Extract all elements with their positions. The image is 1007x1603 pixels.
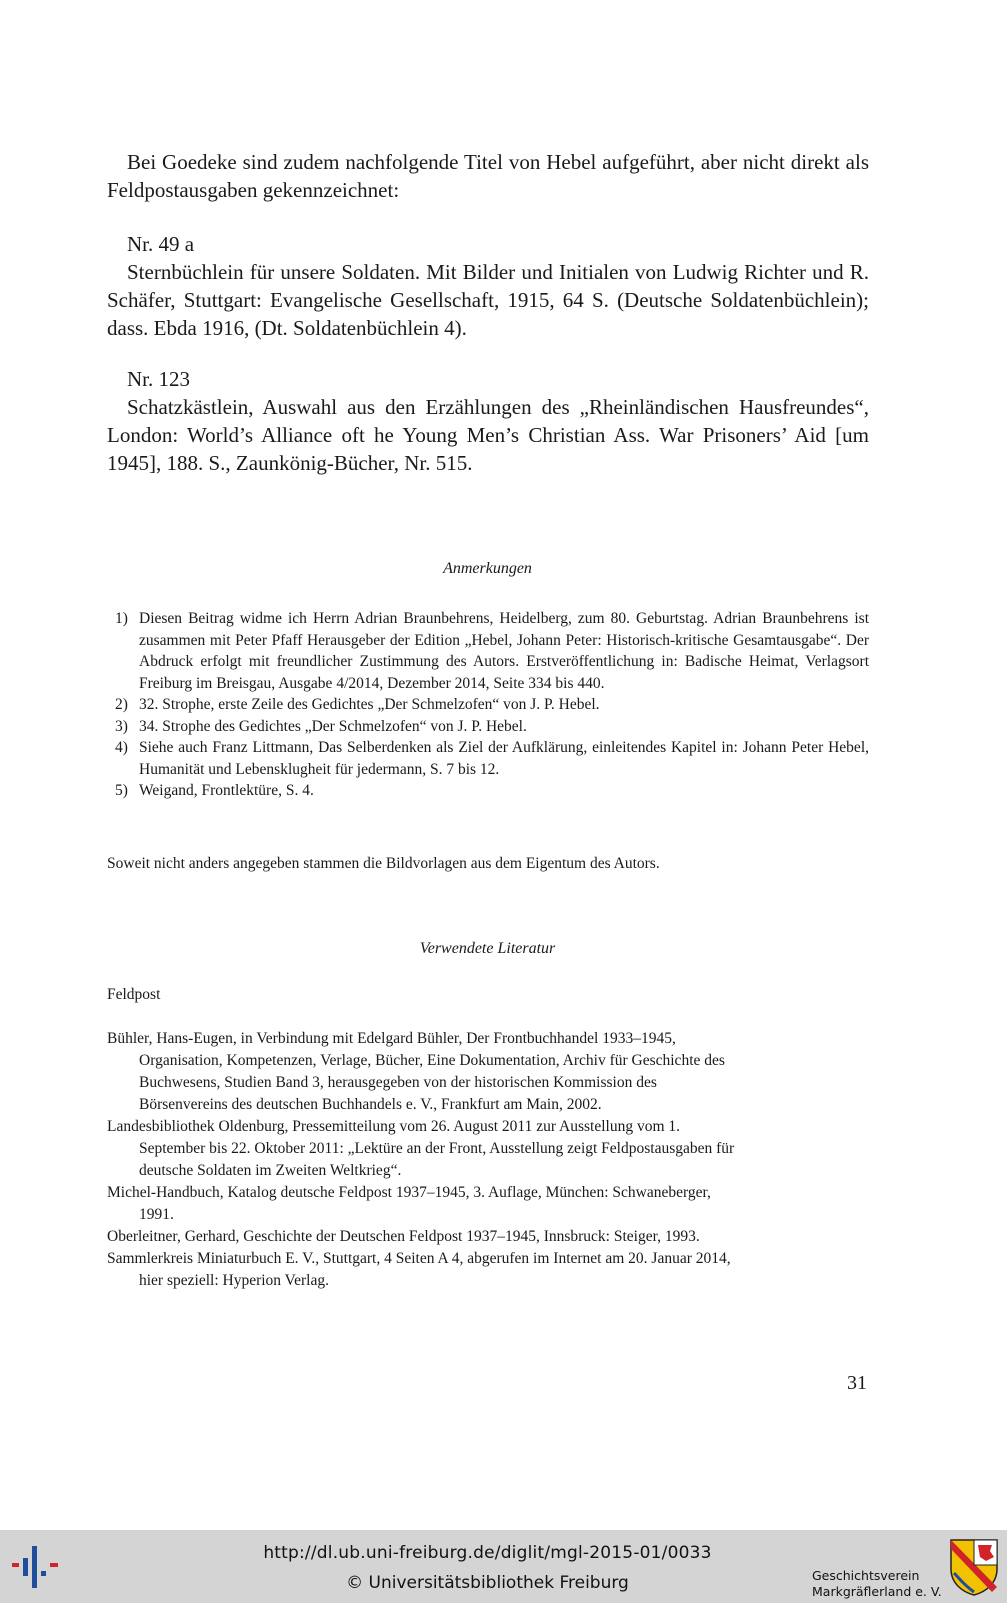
footnote xyxy=(107,780,869,802)
footnote-text: Diesen Beitrag widme ich Herrn Adrian Braunbehrens, Heidelberg, zum 80. Geburtstag. Adrian Braunbehrens ist zusammen mit Peter Pfaff Herausgeber der Edition „Hebel, Johann Peter: Historisch-kritische Gesamtausgabe“. Der Abdruck erfolgt mit freundlicher Zustimmung des Autors. Erstveröffentlichung in: Badische Heimat, Verlagsort Freiburg im Breisgau, Ausgabe 4/2014, Dezember 2014, Seite 334 bis 440. xyxy=(139,610,869,692)
footnote-number: 5) xyxy=(115,782,128,799)
literature-heading: Verwendete Literatur xyxy=(419,940,556,957)
footnote-number: 3) xyxy=(115,717,128,735)
footnote xyxy=(107,716,869,738)
footer-url-link[interactable]: http://dl.ub.uni-freiburg.de/diglit/mgl-2015-01/0033 xyxy=(263,1543,712,1563)
intro-block xyxy=(107,148,869,204)
footnote-text: 32. Strophe, erste Zeile des Gedichtes „Der Schmelzofen“ von J. P. Hebel. xyxy=(139,696,600,713)
intro-paragraph: Bei Goedeke sind zudem nachfolgende Titel von Hebel aufgeführt, aber nicht direkt als Feldpostausgaben gekennzeichnet: xyxy=(107,150,869,202)
footnote-text: Weigand, Frontlektüre, S. 4. xyxy=(139,782,314,799)
coat-of-arms-icon[interactable] xyxy=(948,1537,1000,1597)
entry-text: Schatzkästlein, Auswahl aus den Erzählungen des „Rheinländischen Hausfreundes“, London: World’s Alliance oft he Young Men’s Christian Ass. War Prisoners’ Aid [um 1945], 188. S., Zaunkönig-Bücher, Nr. 515. xyxy=(107,395,869,475)
entry-number: Nr. 49 a xyxy=(127,232,195,256)
society-name xyxy=(812,1568,942,1600)
entry-123 xyxy=(107,365,869,477)
literature-entry: Oberleitner, Gerhard, Geschichte der Deutschen Feldpost 1937–1945, Innsbruck: Steiger, 1993. xyxy=(107,1228,700,1245)
footnote-text: Siehe auch Franz Littmann, Das Selberdenken als Ziel der Aufklärung, einleitendes Kapitel in: Johann Peter Hebel, Humanität und Lebensklugheit für jedermann, S. 7 bis 12. xyxy=(139,739,869,778)
footnote-number: 4) xyxy=(115,739,128,756)
footnote-text: 34. Strophe des Gedichtes „Der Schmelzofen“ von J. P. Hebel. xyxy=(139,717,527,735)
literature-entry: Sammlerkreis Miniaturbuch E. V., Stuttgart, 4 Seiten A 4, abgerufen im Internet am 20. Januar 2014, hier speziell: Hyperion Verlag. xyxy=(107,1250,731,1289)
entry-number: Nr. 123 xyxy=(127,367,190,391)
literature-entry: Bühler, Hans-Eugen, in Verbindung mit Edelgard Bühler, Der Frontbuchhandel 1933–1945, Organisation, Kompetenzen, Verlage, Bücher, Eine Dokumentation, Archiv für Geschichte des Buchwesens, Studien Band 3, herausgegeben von der historischen Kommission des Börsenvereins des deutschen Buchhandels e. V., Frankfurt am Main, 2002. xyxy=(107,1030,725,1113)
notes-heading: Anmerkungen xyxy=(443,560,532,577)
footer-copyright: © Universitätsbibliothek Freiburg xyxy=(346,1573,629,1593)
footer-bar xyxy=(0,1530,1007,1603)
footnote xyxy=(107,694,869,716)
society-line-2: Markgräflerland e. V. xyxy=(812,1584,942,1599)
footnote-number: 1) xyxy=(115,610,128,627)
literature-category: Feldpost xyxy=(107,986,161,1003)
literature-list xyxy=(107,1028,747,1292)
footnote xyxy=(107,608,869,694)
footnote xyxy=(107,737,869,780)
footnote-number: 2) xyxy=(115,696,128,713)
entry-text: Sternbüchlein für unsere Soldaten. Mit Bilder und Initialen von Ludwig Richter und R. Schäfer, Stuttgart: Evangelische Gesellschaft, 1915, 64 S. (Deutsche Soldatenbüchlein); dass. Ebda 1916, (Dt. Soldatenbüchlein 4). xyxy=(107,260,869,340)
society-line-1: Geschichtsverein xyxy=(812,1568,920,1583)
entry-49a xyxy=(107,230,869,342)
image-credit: Soweit nicht anders angegeben stammen die Bildvorlagen aus dem Eigentum des Autors. xyxy=(107,855,660,872)
footnotes-list xyxy=(107,608,869,802)
literature-entry: Landesbibliothek Oldenburg, Pressemitteilung vom 26. August 2011 zur Ausstellung vom 1. September bis 22. Oktober 2011: „Lektüre an der Front, Ausstellung zeigt Feldpostausgaben für deutsche Soldaten im Zweiten Weltkrieg“. xyxy=(107,1118,735,1179)
page-number: 31 xyxy=(847,1372,867,1394)
literature-entry: Michel-Handbuch, Katalog deutsche Feldpost 1937–1945, 3. Auflage, München: Schwaneberger, 1991. xyxy=(107,1184,711,1223)
